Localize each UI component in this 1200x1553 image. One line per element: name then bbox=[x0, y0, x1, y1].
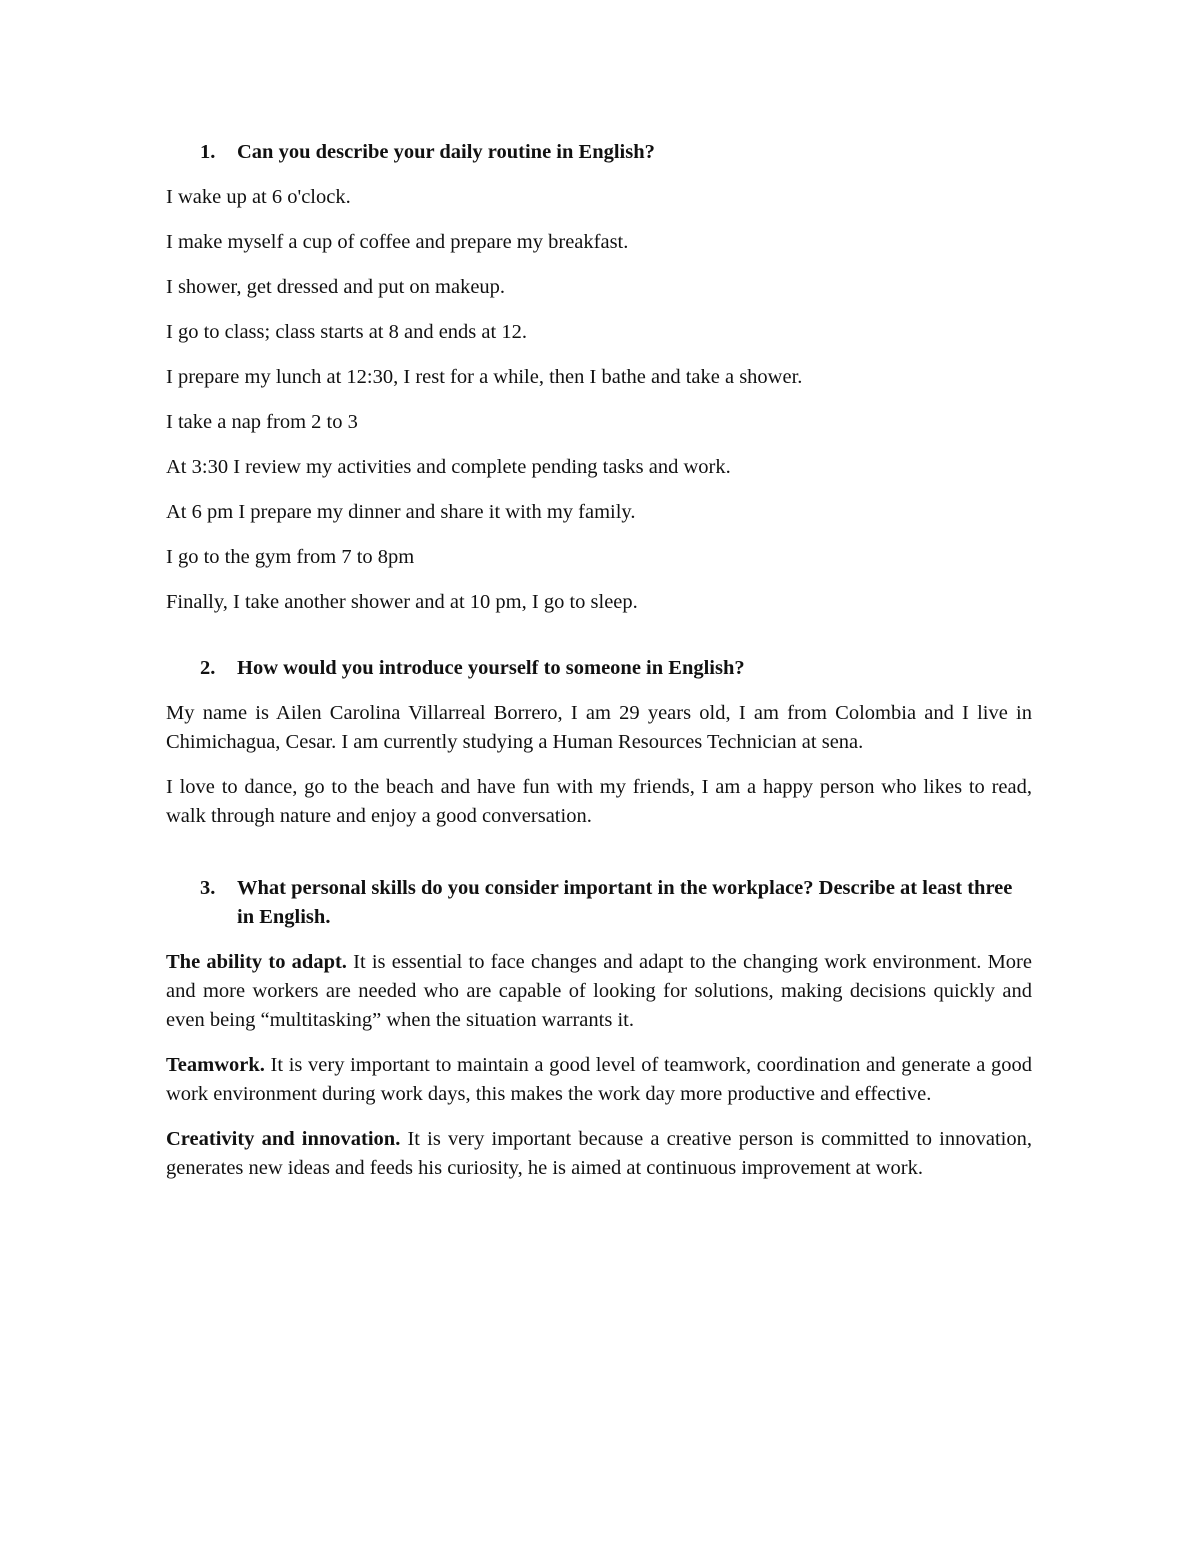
question-3 bbox=[166, 874, 1032, 932]
routine-line: I shower, get dressed and put on makeup. bbox=[166, 276, 506, 298]
question-2 bbox=[166, 654, 1032, 683]
routine-line: At 6 pm I prepare my dinner and share it with my family. bbox=[166, 501, 636, 523]
introduction-paragraph: My name is Ailen Carolina Villarreal Borrero, I am 29 years old, I am from Colombia and I live in Chimichagua, Cesar. I am currently studying a Human Resources Technician at sena. bbox=[166, 702, 1032, 753]
skill-title: Creativity and innovation. bbox=[166, 1128, 401, 1150]
skill-title: Teamwork. bbox=[166, 1054, 265, 1076]
skill-text: It is very important because a creative person is committed to innovation, generates new ideas and feeds his curiosity, he is aimed at continuous improvement at work. bbox=[166, 1128, 1032, 1179]
document-page bbox=[166, 138, 1032, 1199]
question-3-text: What personal skills do you consider important in the workplace? Describe at least three in English. bbox=[237, 877, 1013, 928]
routine-line: I make myself a cup of coffee and prepare my breakfast. bbox=[166, 231, 629, 253]
routine-line: I wake up at 6 o'clock. bbox=[166, 186, 351, 208]
daily-routine-list bbox=[166, 183, 1032, 633]
skill-paragraph bbox=[166, 1051, 1032, 1109]
question-3-number: 3. bbox=[200, 877, 216, 899]
skill-text: It is very important to maintain a good level of teamwork, coordination and generate a good work environment during work days, this makes the work day more productive and effective. bbox=[166, 1054, 1032, 1105]
routine-line: At 3:30 I review my activities and complete pending tasks and work. bbox=[166, 456, 731, 478]
skill-text: It is essential to face changes and adapt to the changing work environment. More and more workers are needed who are capable of looking for solutions, making decisions quickly and even being “multitasking” when the situation warrants it. bbox=[166, 951, 1032, 1031]
routine-line: Finally, I take another shower and at 10 pm, I go to sleep. bbox=[166, 591, 638, 613]
skill-paragraph bbox=[166, 948, 1032, 1035]
skill-title: The ability to adapt. bbox=[166, 951, 347, 973]
question-1 bbox=[166, 138, 1032, 167]
routine-line: I prepare my lunch at 12:30, I rest for a while, then I bathe and take a shower. bbox=[166, 366, 803, 388]
question-2-text: How would you introduce yourself to someone in English? bbox=[237, 657, 745, 679]
question-1-number: 1. bbox=[200, 141, 216, 163]
question-2-number: 2. bbox=[200, 657, 216, 679]
routine-line: I go to the gym from 7 to 8pm bbox=[166, 546, 415, 568]
question-1-text: Can you describe your daily routine in English? bbox=[237, 141, 655, 163]
routine-line: I take a nap from 2 to 3 bbox=[166, 411, 358, 433]
introduction-paragraph: I love to dance, go to the beach and have fun with my friends, I am a happy person who likes to read, walk through nature and enjoy a good conversation. bbox=[166, 776, 1032, 827]
skill-paragraph bbox=[166, 1125, 1032, 1183]
routine-line: I go to class; class starts at 8 and ends at 12. bbox=[166, 321, 527, 343]
